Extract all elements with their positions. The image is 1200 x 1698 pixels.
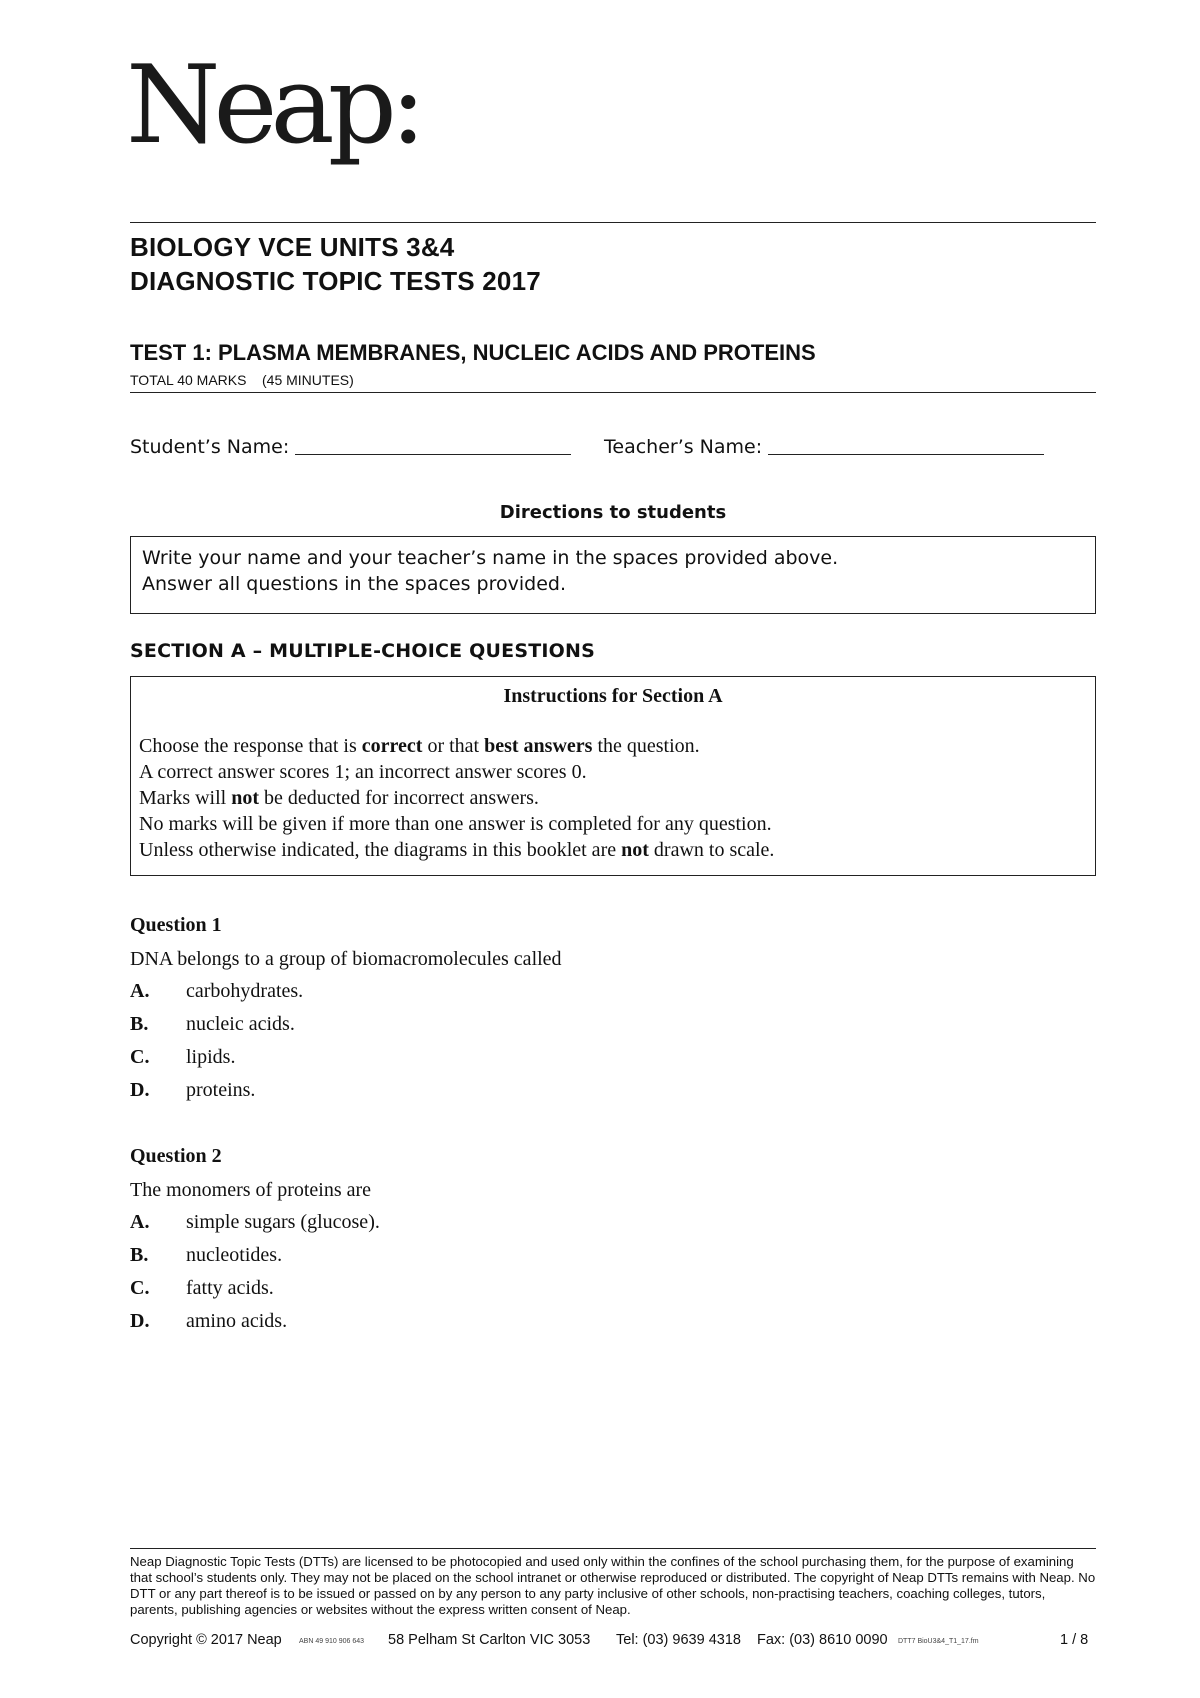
neap-logo: Neap: — [126, 43, 420, 168]
page-number: 1 / 8 — [1060, 1632, 1089, 1648]
directions-heading: Directions to students — [499, 502, 727, 523]
instruction-line: Choose the response that is correct or that best answers the question. — [139, 735, 700, 757]
question-1-stem: DNA belongs to a group of biomacromolecules called — [130, 948, 562, 970]
question-2-option-c[interactable]: C. fatty acids. — [130, 1277, 274, 1299]
header-rule-bottom — [130, 392, 1096, 393]
subject-title: BIOLOGY VCE UNITS 3&4 — [130, 232, 455, 262]
question-2-option-b[interactable]: B. nucleotides. — [130, 1244, 283, 1266]
teacher-name-field — [604, 436, 1044, 458]
directions-line: Answer all questions in the spaces provided. — [142, 573, 566, 595]
teacher-name-label: Teacher’s Name: — [604, 436, 763, 458]
test-title: TEST 1: PLASMA MEMBRANES, NUCLEIC ACIDS AND PROTEINS — [130, 340, 816, 365]
instructions-heading: Instructions for Section A — [503, 685, 723, 707]
student-name-field — [130, 436, 571, 458]
question-1-option-a[interactable]: A. carbohydrates. — [130, 980, 304, 1002]
question-2-option-a[interactable]: A. simple sugars (glucose). — [130, 1211, 380, 1233]
footer-abn: ABN 49 910 906 643 — [299, 1638, 364, 1645]
footer-rule — [130, 1548, 1096, 1549]
licence-notice: Neap Diagnostic Topic Tests (DTTs) are licensed to be photocopied and used only within the confines of the school purchasing them, for the purpose of examining that school’s students only. They may not be placed on the school intranet or otherwise reproduced or distributed. The copyright of Neap DTTs remains with Neap. No DTT or any part thereof is to be issued or passed on by any person to any party inclusive of other schools, non-practising teachers, coaching colleges, tutors, parents, publishing agencies or websites without the express written consent of Neap. — [130, 1554, 1096, 1617]
question-2-title: Question 2 — [130, 1145, 222, 1167]
teacher-name-blank[interactable] — [768, 436, 1044, 455]
footer-file-code: DTT7 BioU3&4_T1_17.fm — [898, 1638, 979, 1645]
student-name-blank[interactable] — [295, 436, 571, 455]
instruction-line: No marks will be given if more than one answer is completed for any question. — [139, 813, 772, 835]
instruction-line: Marks will not be deducted for incorrect answers. — [139, 787, 539, 809]
question-2-option-d[interactable]: D. amino acids. — [130, 1310, 288, 1332]
directions-line: Write your name and your teacher’s name in the spaces provided above. — [142, 547, 839, 569]
section-a-instructions-box — [130, 676, 1096, 876]
section-a-heading: SECTION A – MULTIPLE-CHOICE QUESTIONS — [130, 640, 595, 662]
question-1-title: Question 1 — [130, 914, 222, 936]
question-1-option-c[interactable]: C. lipids. — [130, 1046, 236, 1068]
footer-fax: Fax: (03) 8610 0090 — [757, 1632, 888, 1648]
footer-tel: Tel: (03) 9639 4318 — [616, 1632, 741, 1648]
footer-copyright: Copyright © 2017 Neap — [130, 1632, 282, 1648]
footer-address: 58 Pelham St Carlton VIC 3053 — [388, 1632, 591, 1648]
question-1-option-b[interactable]: B. nucleic acids. — [130, 1013, 295, 1035]
question-2-stem: The monomers of proteins are — [130, 1179, 372, 1201]
directions-box — [130, 536, 1096, 614]
instruction-line: A correct answer scores 1; an incorrect answer scores 0. — [139, 761, 587, 783]
test-marks-time: TOTAL 40 MARKS (45 MINUTES) — [130, 372, 354, 388]
series-title: DIAGNOSTIC TOPIC TESTS 2017 — [130, 266, 541, 296]
question-1-option-d[interactable]: D. proteins. — [130, 1079, 256, 1101]
student-name-label: Student’s Name: — [130, 436, 290, 458]
instruction-line: Unless otherwise indicated, the diagrams in this booklet are not drawn to scale. — [139, 839, 775, 861]
header-rule-top — [130, 222, 1096, 223]
